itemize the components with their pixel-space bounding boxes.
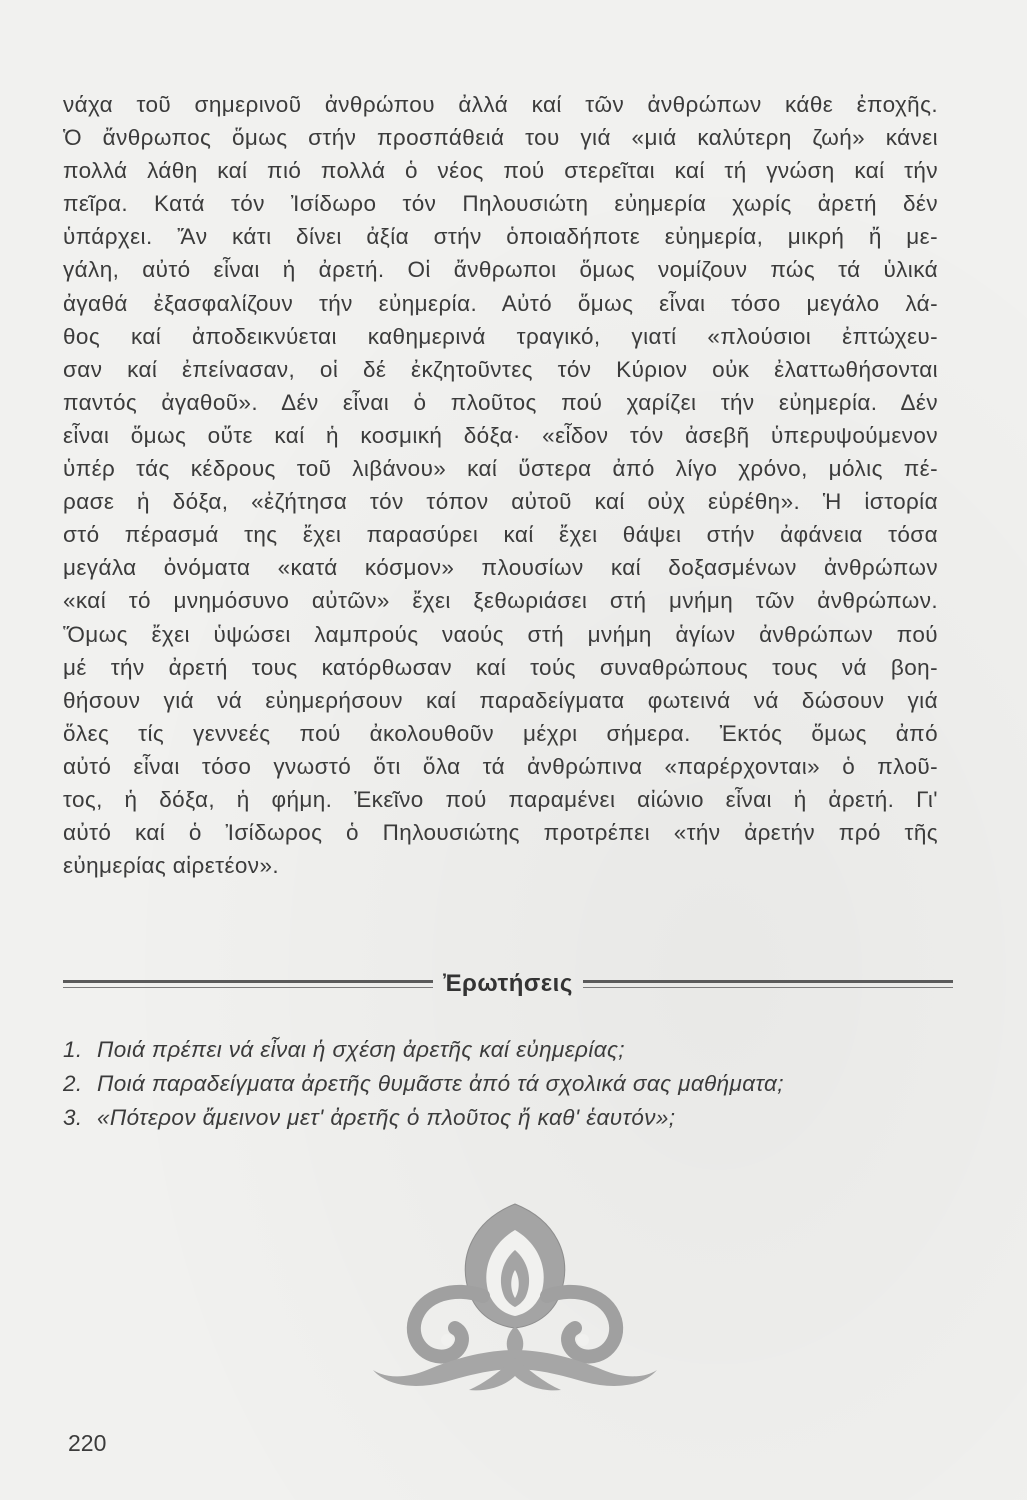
body-line: νάχα τοῦ σημερινοῦ ἀνθρώπου ἀλλά καί τῶν ἀνθρώπων κάθε ἐποχῆς. [63,92,938,117]
body-line: μεγάλα ὀνόματα «κατά κόσμον» πλουσίων καί δοξασμένων ἀνθρώπων [63,555,938,581]
body-line: παντός ἀγαθοῦ». Δέν εἶναι ὁ πλοῦτος πού χαρίζει τήν εὐημερία. Δέν [63,389,938,415]
question-item [63,1101,943,1135]
body-line: Ὁ ἄνθρωπος ὅμως στήν προσπάθειά του γιά «μιά καλύτερη ζωή» κάνει [63,125,938,151]
question-number: 1. [63,1037,83,1062]
body-line: ὑπέρ τάς κέδρους τοῦ λιβάνου» καί ὕστερα ἀπό λίγο χρόνο, μόλις πέ- [63,456,938,482]
question-item [63,1067,943,1101]
section-title: Ἐρωτήσεις [443,970,573,997]
body-text [63,88,938,882]
floral-ornament-icon [365,1200,665,1400]
question-text: Ποιά πρέπει νά εἶναι ἡ σχέση ἀρετῆς καί εὐημερίας; [97,1037,625,1062]
body-line: ρασε ἡ δόξα, «ἐζήτησα τόν τόπον αὐτοῦ καί οὐχ εὑρέθη». Ἡ ἱστορία [63,489,938,515]
body-line: αὐτό εἶναι τόσο γνωστό ὅτι ὅλα τά ἀνθρώπινα «παρέρχονται» ὁ πλοῦ- [63,753,938,779]
heading-rule-left [63,980,433,988]
body-line: αὐτό καί ὁ Ἰσίδωρος ὁ Πηλουσιώτης προτρέπει «τήν ἀρετήν πρό τῆς [63,820,938,846]
body-line: μέ τήν ἀρετή τους κατόρθωσαν καί τούς συναθρώπους τους νά βοη- [63,654,938,680]
questions-list [63,1033,943,1135]
question-item [63,1033,943,1067]
body-line: θος καί ἀποδεικνύεται καθημερινά τραγικό, γιατί «πλούσιοι ἐπτώχευ- [63,323,938,349]
question-text: Ποιά παραδείγματα ἀρετῆς θυμᾶστε ἀπό τά σχολικά σας μαθήματα; [97,1071,784,1096]
question-number: 2. [63,1071,83,1096]
body-line: θήσουν γιά νά εὐημερήσουν καί παραδείγματα φωτεινά νά δώσουν γιά [63,687,938,713]
question-text: «Πότερον ἄμεινον μετ' ἀρετῆς ὁ πλοῦτος ἤ καθ' ἑαυτόν»; [97,1105,676,1130]
body-line: πολλά λάθη καί πιό πολλά ὁ νέος πού στερεῖται καί τή γνώση καί τήν [63,158,938,184]
body-line: Ὅμως ἔχει ὑψώσει λαμπρούς ναούς στή μνήμη ἁγίων ἀνθρώπων πού [63,621,938,647]
body-line: «καί τό μνημόσυνο αὐτῶν» ἔχει ξεθωριάσει στή μνήμη τῶν ἀνθρώπων. [63,588,938,614]
body-line: τος, ἡ δόξα, ἡ φήμη. Ἐκεῖνο πού παραμένει αἰώνιο εἶναι ἡ ἀρετή. Γι' [63,786,938,812]
body-line: εἶναι ὅμως οὔτε καί ἡ κοσμική δόξα· «εἶδον τόν ἀσεβῆ ὑπερυψούμενον [63,422,938,448]
body-line: ὑπάρχει. Ἄν κάτι δίνει ἀξία στήν ὁποιαδήποτε εὐημερία, μικρή ἤ με- [63,224,938,250]
section-heading [63,964,953,1004]
question-number: 3. [63,1105,83,1130]
page-number: 220 [68,1430,107,1456]
body-line: σαν καί ἐπείνασαν, οἱ δέ ἐκζητοῦντες τόν Κύριον οὐκ ἐλαττωθήσονται [63,356,938,382]
body-line: γάλη, αὐτό εἶναι ἡ ἀρετή. Οἱ ἄνθρωποι ὅμως νομίζουν πώς τά ὑλικά [63,257,938,283]
heading-rule-right [583,980,953,988]
body-line: στό πέρασμά της ἔχει παρασύρει καί ἔχει θάψει στήν ἀφάνεια τόσα [63,522,938,548]
body-line: εὐημερίας αἱρετέον». [63,853,280,879]
body-line: πεῖρα. Κατά τόν Ἰσίδωρο τόν Πηλουσιώτη εὐημερία χωρίς ἀρετή δέν [63,191,938,217]
body-line: ἀγαθά ἐξασφαλίζουν τήν εὐημερία. Αὐτό ὅμως εἶναι τόσο μεγάλο λά- [63,290,938,316]
body-line: ὅλες τίς γεννεές πού ἀκολουθοῦν μέχρι σήμερα. Ἐκτός ὅμως ἀπό [63,720,938,746]
